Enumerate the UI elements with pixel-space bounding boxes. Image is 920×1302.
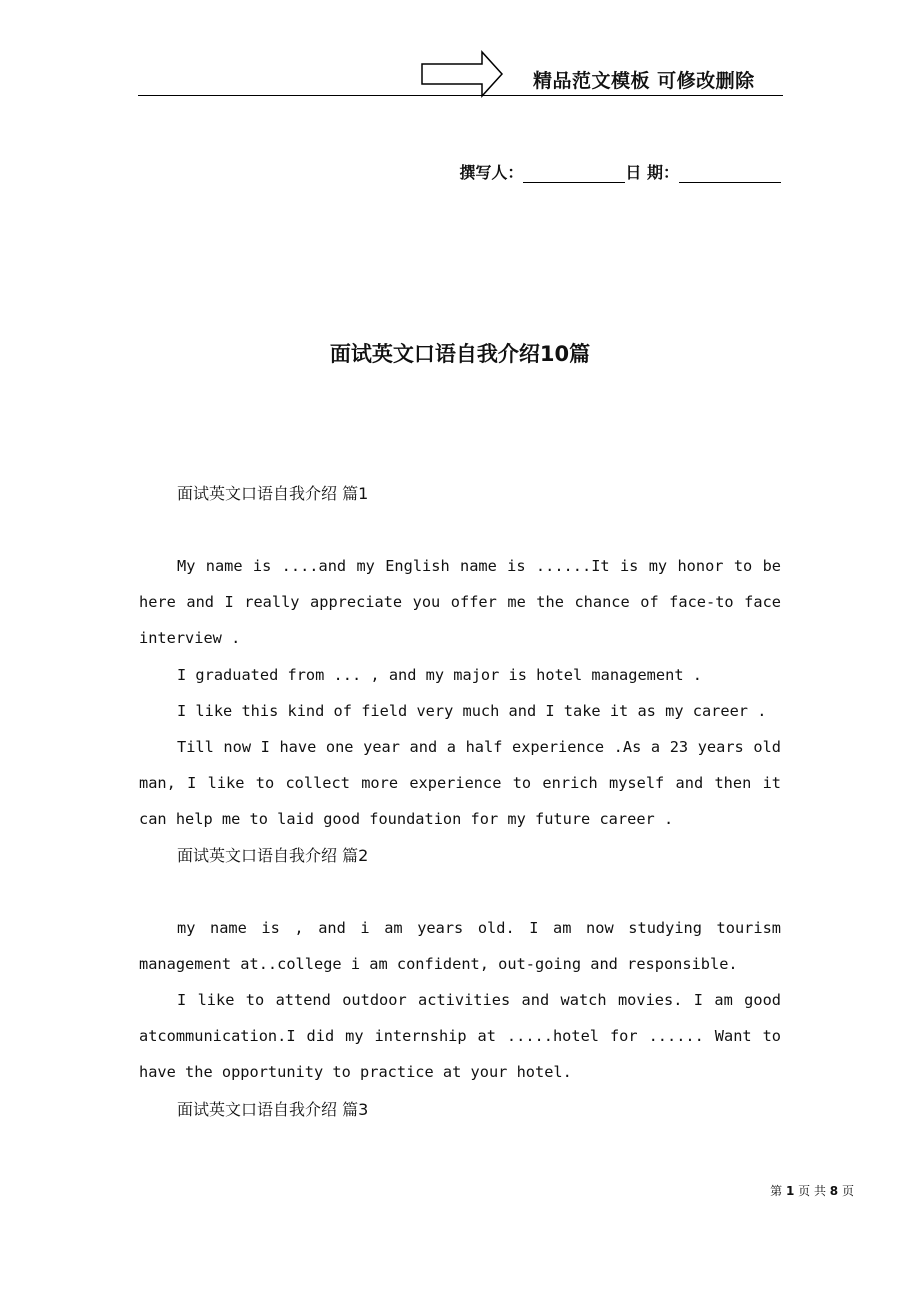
- document-title: 面试英文口语自我介绍10篇: [329, 342, 591, 366]
- paragraph: I like to attend outdoor activities and watch movies. I am good atcommunication.I did my internship at .....hotel for ...... Want to have the opportunity to practice at your hotel.: [139, 991, 781, 1081]
- footer-suffix: 页: [841, 1184, 854, 1198]
- right-arrow-icon: [420, 50, 506, 98]
- header-text: 精品范文模板 可修改删除: [533, 70, 755, 92]
- paragraph: I like this kind of field very much and I take it as my career .: [177, 702, 767, 720]
- section-heading: 面试英文口语自我介绍 篇3: [177, 1100, 369, 1119]
- author-date-row: [459, 160, 781, 183]
- section-heading: 面试英文口语自我介绍 篇2: [177, 846, 369, 865]
- section-heading: 面试英文口语自我介绍 篇1: [177, 484, 369, 503]
- paragraph: I graduated from ... , and my major is hotel management .: [177, 666, 702, 684]
- page-footer: [770, 1182, 854, 1199]
- date-label: 日 期：: [625, 163, 679, 182]
- footer-prefix: 第: [770, 1184, 783, 1198]
- paragraph: Till now I have one year and a half experience .As a 23 years old man, I like to collect more experience to enrich myself and then it can help me to laid good foundation for my future career .: [139, 738, 781, 828]
- current-page-number: 1: [785, 1184, 795, 1198]
- total-page-count: 8: [829, 1184, 839, 1198]
- header-rule: [138, 95, 783, 96]
- author-blank-line: [523, 162, 625, 183]
- date-blank-line: [679, 162, 781, 183]
- author-label: 撰写人：: [459, 163, 524, 182]
- footer-middle: 页 共: [798, 1184, 826, 1198]
- paragraph: my name is , and i am years old. I am now studying tourism management at..college i am confident, out-going and responsible.: [139, 919, 781, 973]
- paragraph: My name is ....and my English name is ......It is my honor to be here and I really appreciate you offer me the chance of face-to face interview .: [139, 557, 781, 647]
